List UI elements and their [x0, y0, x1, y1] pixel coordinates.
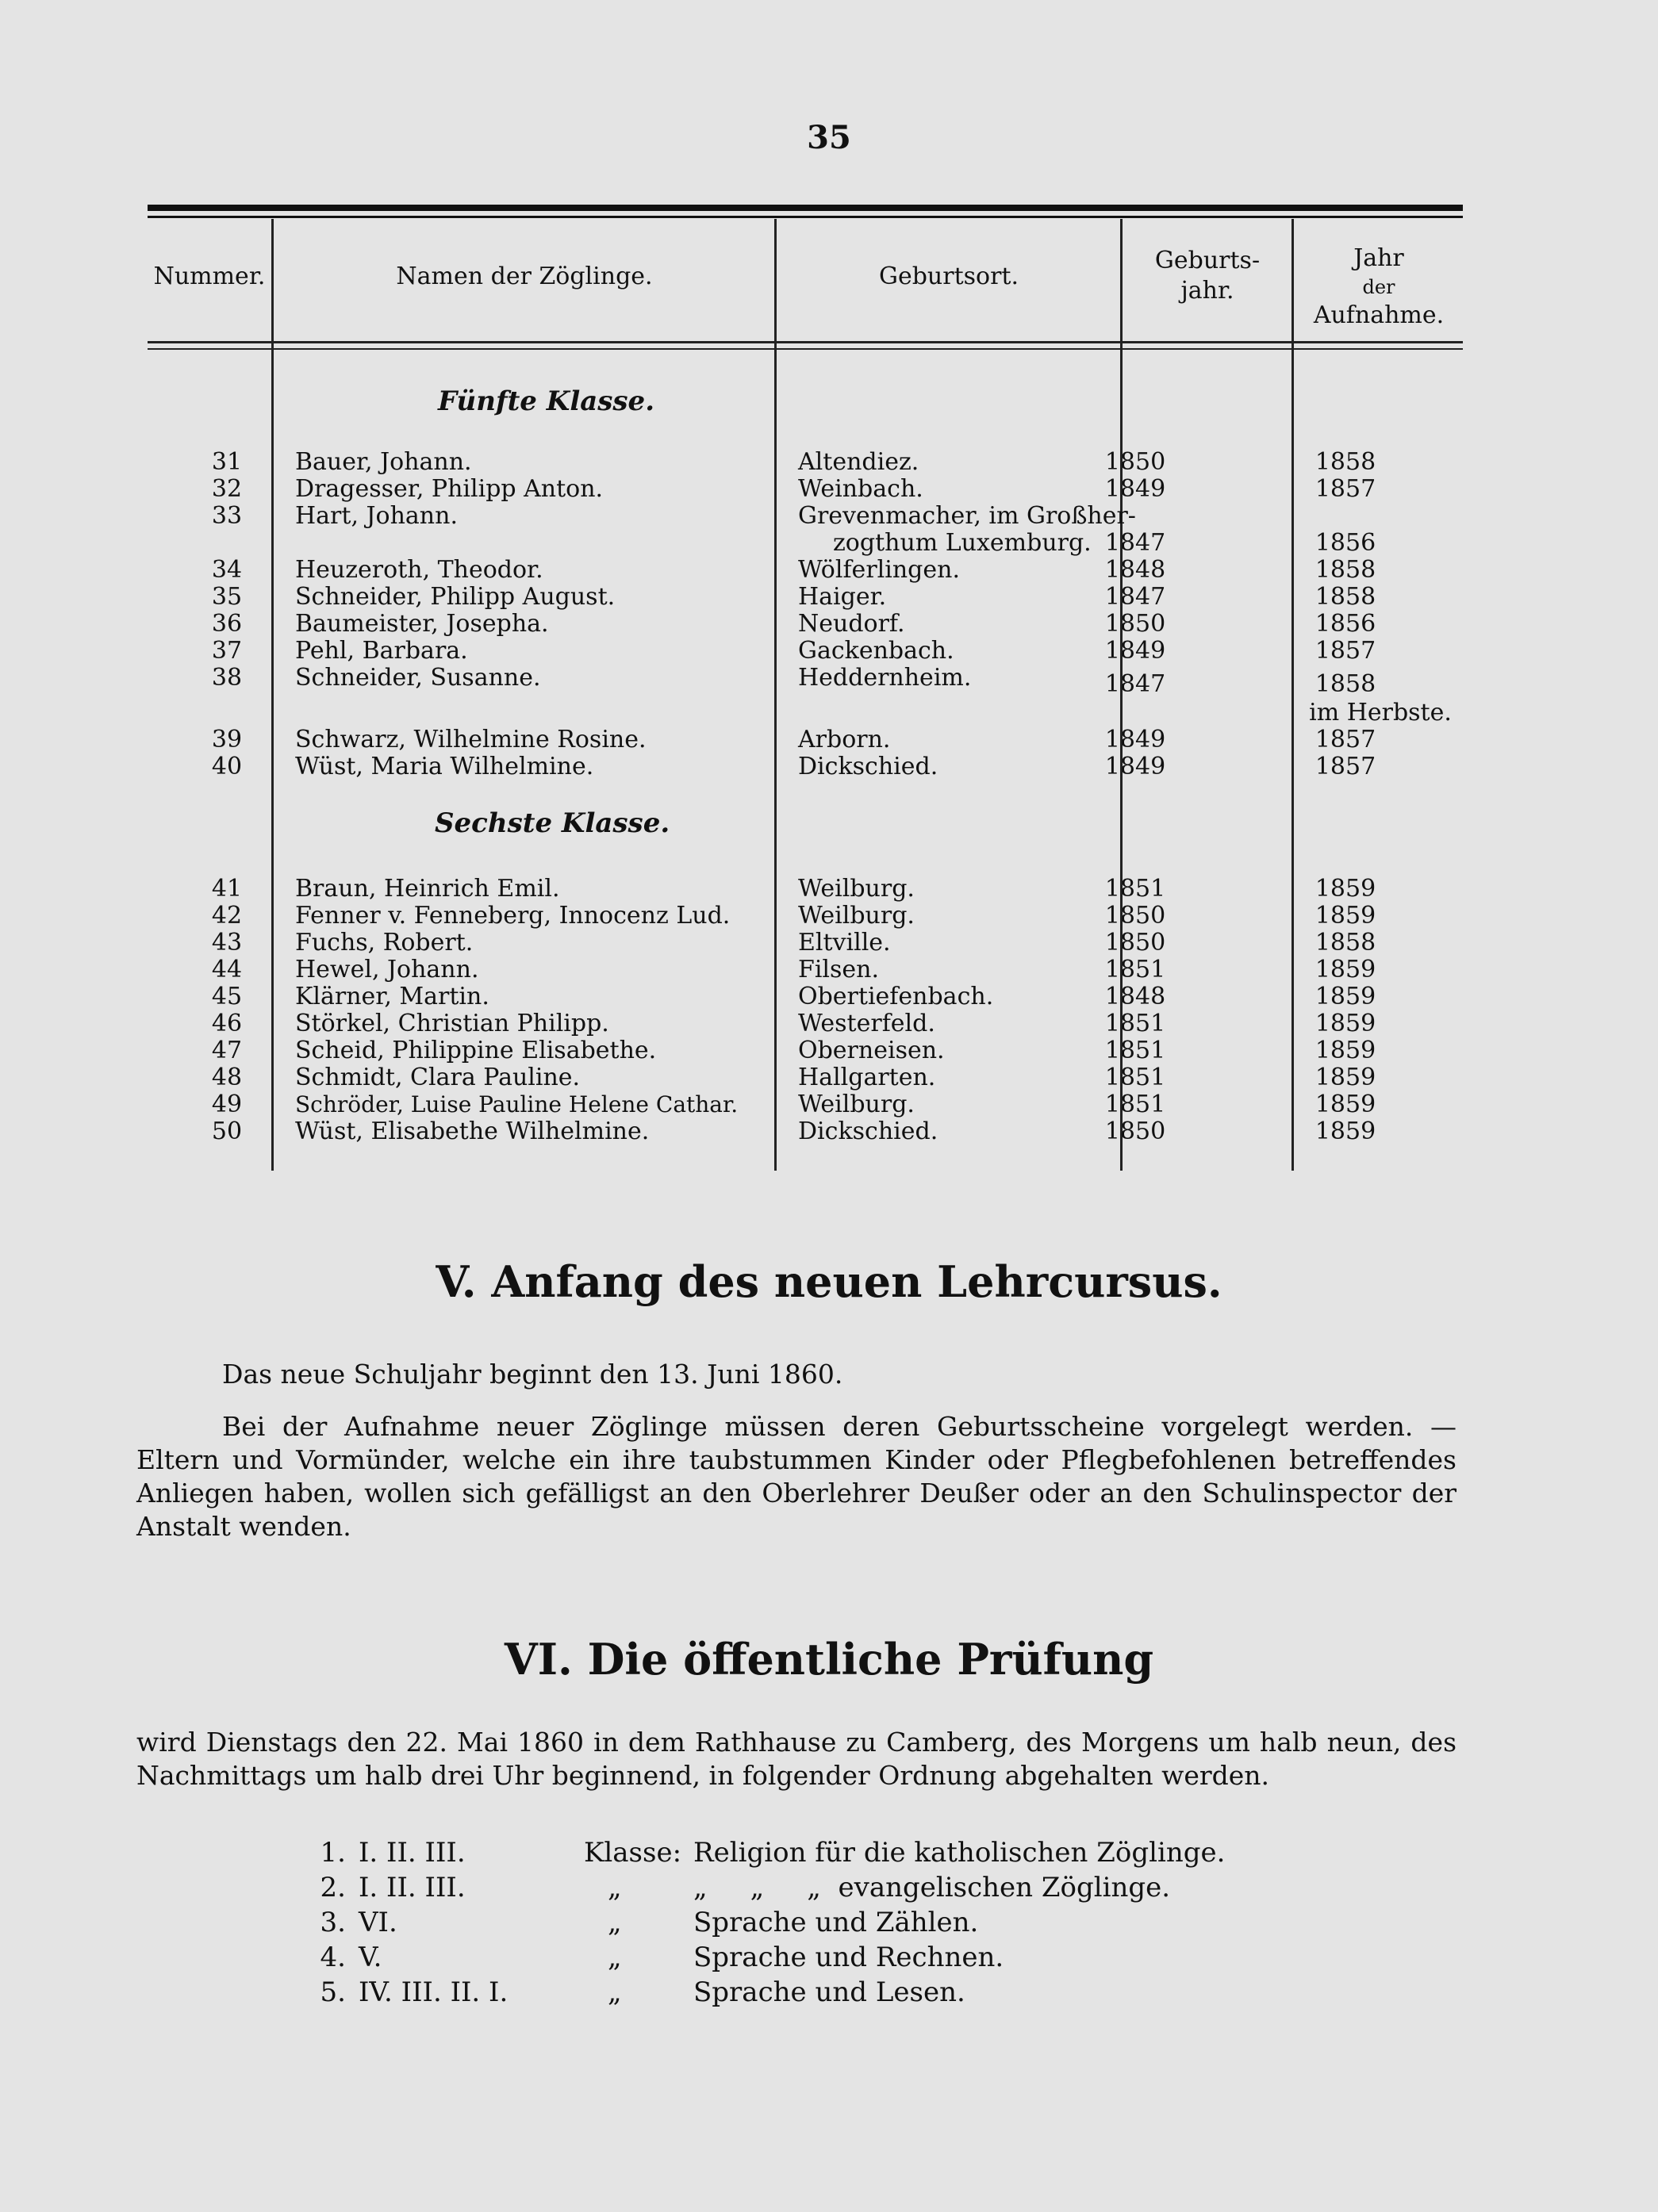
cell-ort: Filsen. [798, 956, 880, 983]
cell-jahr: 1851 [1104, 1064, 1166, 1091]
cell-nr: 40 [211, 753, 243, 780]
exam-order-list [306, 1835, 1338, 2018]
cell-nr: 38 [211, 664, 243, 692]
cell-name: Schmidt, Clara Pauline. [295, 1064, 581, 1091]
table-row [148, 876, 1463, 903]
cell-nr: 44 [211, 956, 243, 983]
cell-name: Pehl, Barbara. [295, 637, 468, 665]
order-classes: I. II. III. [359, 1837, 466, 1869]
cell-ort: Arborn. [798, 726, 891, 753]
cell-jahr: 1848 [1104, 983, 1166, 1010]
cell-nr: 31 [211, 448, 243, 476]
order-ditto-mark: „ [608, 1942, 622, 1973]
cell-jahr: 1851 [1104, 875, 1166, 903]
cell-ort: Haiger. [798, 583, 887, 611]
cell-nr: 37 [211, 637, 243, 665]
cell-ort: Eltville. [798, 929, 891, 956]
cell-ort: Altendiez. [798, 448, 919, 476]
cell-ort: Weilburg. [798, 902, 915, 930]
cell-ort: Heddernheim. [798, 664, 972, 692]
list-item [306, 1870, 1338, 1905]
cell-name: Klärner, Martin. [295, 983, 489, 1010]
cell-ort: Oberneisen. [798, 1037, 945, 1064]
header-aufnahme-line2: der [1362, 276, 1395, 298]
order-number: 5. [320, 1976, 346, 2008]
cell-name: Schneider, Philipp August. [295, 583, 616, 611]
header-aufnahme-line3: Aufnahme. [1313, 301, 1445, 329]
cell-jahr: 1847 [1104, 583, 1166, 611]
cell-aufnahme: 1858 [1315, 929, 1376, 956]
page-number: 35 [807, 119, 851, 156]
cell-aufnahme: 1858 [1315, 448, 1376, 476]
heading-section-v: V. Anfang des neuen Lehrcursus. [436, 1256, 1222, 1307]
list-item [306, 1940, 1338, 1975]
cell-aufnahme: 1858 [1315, 670, 1376, 698]
table-row [148, 1091, 1463, 1118]
table-row [148, 726, 1463, 753]
heading-section-vi: VI. Die öffentliche Prüfung [504, 1634, 1154, 1685]
cell-jahr: 1851 [1104, 956, 1166, 983]
section-title-sechste-klasse: Sechste Klasse. [435, 807, 670, 839]
cell-name: Schneider, Susanne. [295, 664, 541, 692]
cell-aufnahme: 1856 [1315, 610, 1376, 638]
header-rule-thin [148, 348, 1463, 350]
cell-jahr: 1850 [1104, 1118, 1166, 1145]
cell-ort: Gackenbach. [798, 637, 954, 665]
cell-aufnahme: 1857 [1315, 726, 1376, 753]
cell-aufnahme: 1859 [1315, 1064, 1376, 1091]
table-row [148, 930, 1463, 956]
cell-ort: Weinbach. [798, 475, 923, 503]
cell-name: Hewel, Johann. [295, 956, 479, 983]
cell-ort: Weilburg. [798, 1091, 915, 1118]
cell-ort-continuation: zogthum Luxemburg. [833, 529, 1092, 557]
table-row [148, 449, 1463, 476]
order-subject: Religion für die katholischen Zöglinge. [693, 1837, 1226, 1869]
header-aufnahme-line1: Jahr [1353, 244, 1404, 272]
table-row [148, 638, 1463, 665]
cell-jahr: 1851 [1104, 1091, 1166, 1118]
cell-aufnahme: 1859 [1315, 1037, 1376, 1064]
cell-name: Dragesser, Philipp Anton. [295, 475, 604, 503]
cell-nr: 34 [211, 556, 243, 584]
table-row [148, 557, 1463, 584]
cell-name: Fenner v. Fenneberg, Innocenz Lud. [295, 902, 731, 930]
cell-ort: Weilburg. [798, 875, 915, 903]
cell-ort: Grevenmacher, im Großher- [798, 502, 1136, 530]
cell-name: Wüst, Maria Wilhelmine. [295, 753, 594, 780]
cell-jahr: 1850 [1104, 902, 1166, 930]
cell-aufnahme: 1857 [1315, 753, 1376, 780]
cell-nr: 49 [211, 1091, 243, 1118]
cell-jahr: 1849 [1104, 475, 1166, 503]
order-classes: IV. III. II. I. [359, 1976, 509, 2008]
order-klasse-label: Klasse: [584, 1837, 682, 1869]
order-number: 1. [320, 1837, 346, 1869]
header-geburtsjahr [1123, 246, 1291, 306]
cell-aufnahme: 1856 [1315, 529, 1376, 557]
cell-jahr: 1849 [1104, 637, 1166, 665]
list-item [306, 1905, 1338, 1940]
cell-jahr: 1847 [1104, 670, 1166, 698]
cell-aufnahme: 1859 [1315, 1091, 1376, 1118]
table-row [148, 1037, 1463, 1064]
order-ditto-mark: „ [608, 1872, 622, 1903]
order-subject: Sprache und Rechnen. [693, 1942, 1004, 1973]
table-row [148, 983, 1463, 1010]
cell-nr: 43 [211, 929, 243, 956]
order-classes: V. [359, 1942, 382, 1973]
cell-ort: Dickschied. [798, 753, 938, 780]
cell-aufnahme: 1858 [1315, 583, 1376, 611]
cell-nr: 33 [211, 502, 243, 530]
cell-ort: Westerfeld. [798, 1010, 935, 1037]
cell-nr: 45 [211, 983, 243, 1010]
order-number: 4. [320, 1942, 346, 1973]
cell-aufnahme: 1857 [1315, 637, 1376, 665]
order-ditto-mark: „ [608, 1907, 622, 1938]
cell-name: Fuchs, Robert. [295, 929, 474, 956]
cell-aufnahme: 1859 [1315, 1010, 1376, 1037]
table-top-rule [148, 205, 1463, 211]
table-row [148, 1064, 1463, 1091]
cell-jahr: 1850 [1104, 448, 1166, 476]
cell-aufnahme: 1857 [1315, 475, 1376, 503]
cell-name: Schröder, Luise Pauline Helene Cathar. [295, 1091, 739, 1118]
header-geburtsjahr-line1: Geburts- [1154, 247, 1261, 274]
cell-name: Baumeister, Josepha. [295, 610, 549, 638]
cell-name: Störkel, Christian Philipp. [295, 1010, 609, 1037]
table-row [148, 903, 1463, 930]
list-item [306, 1975, 1338, 2010]
cell-aufnahme: 1859 [1315, 1118, 1376, 1145]
cell-jahr: 1851 [1104, 1010, 1166, 1037]
header-nummer: Nummer. [153, 263, 266, 290]
section-title-fuenfte-klasse: Fünfte Klasse. [438, 385, 655, 417]
table-row-continuation [148, 530, 1463, 557]
cell-aufnahme: 1859 [1315, 956, 1376, 983]
order-classes: VI. [359, 1907, 397, 1938]
table-row [148, 1118, 1463, 1145]
paragraph-aufnahme: Bei der Aufnahme neuer Zöglinge müssen deren Geburtsscheine vorgelegt werden. — Eltern und Vormünder, welche ein ihre taubstummen Kinder oder Pflegbefohlenen betreffendes Anliegen haben, wollen sich gefälligst an den Oberlehrer Deußer oder an den Schulinspector der Anstalt wenden. [136, 1411, 1457, 1542]
cell-aufnahme-note: im Herbste. [1309, 699, 1452, 726]
cell-ort: Wölferlingen. [798, 556, 960, 584]
cell-jahr: 1847 [1104, 529, 1166, 557]
order-subject: Sprache und Zählen. [693, 1907, 979, 1938]
cell-nr: 36 [211, 610, 243, 638]
cell-ort: Dickschied. [798, 1118, 938, 1145]
table-row [148, 584, 1463, 611]
cell-jahr: 1850 [1104, 610, 1166, 638]
list-item [306, 1835, 1338, 1870]
header-geburtsort: Geburtsort. [878, 263, 1019, 290]
cell-ort: Obertiefenbach. [798, 983, 994, 1010]
cell-ort: Hallgarten. [798, 1064, 936, 1091]
cell-name: Schwarz, Wilhelmine Rosine. [295, 726, 647, 753]
cell-nr: 41 [211, 875, 243, 903]
table-row [148, 503, 1463, 530]
pupils-table [148, 205, 1463, 1172]
cell-nr: 48 [211, 1064, 243, 1091]
table-row [148, 753, 1463, 780]
cell-nr: 50 [211, 1118, 243, 1145]
order-ditto-mark: „ [608, 1976, 622, 2008]
order-number: 2. [320, 1872, 346, 1903]
table-top-rule-thin [148, 216, 1463, 218]
table-row [148, 956, 1463, 983]
cell-aufnahme: 1859 [1315, 875, 1376, 903]
cell-name: Scheid, Philippine Elisabethe. [295, 1037, 657, 1064]
header-aufnahme [1295, 244, 1463, 330]
cell-jahr: 1848 [1104, 556, 1166, 584]
table-row [148, 1010, 1463, 1037]
header-rule [148, 341, 1463, 343]
cell-name: Braun, Heinrich Emil. [295, 875, 560, 903]
cell-nr: 39 [211, 726, 243, 753]
table-row [148, 476, 1463, 503]
cell-nr: 35 [211, 583, 243, 611]
order-subject: Sprache und Lesen. [693, 1976, 965, 2008]
cell-nr: 32 [211, 475, 243, 503]
cell-ort: Neudorf. [798, 610, 905, 638]
cell-nr: 47 [211, 1037, 243, 1064]
header-namen: Namen der Zöglinge. [396, 263, 653, 290]
cell-nr: 42 [211, 902, 243, 930]
table-row [148, 664, 1463, 698]
cell-jahr: 1850 [1104, 929, 1166, 956]
cell-aufnahme: 1859 [1315, 902, 1376, 930]
cell-name: Wüst, Elisabethe Wilhelmine. [295, 1118, 650, 1145]
cell-jahr: 1851 [1104, 1037, 1166, 1064]
cell-name: Bauer, Johann. [295, 448, 472, 476]
cell-jahr: 1849 [1104, 726, 1166, 753]
order-classes: I. II. III. [359, 1872, 466, 1903]
paragraph-schuljahr: Das neue Schuljahr beginnt den 13. Juni 1860. [222, 1359, 843, 1390]
cell-name: Heuzeroth, Theodor. [295, 556, 543, 584]
cell-aufnahme: 1858 [1315, 556, 1376, 584]
cell-aufnahme: 1859 [1315, 983, 1376, 1010]
cell-name: Hart, Johann. [295, 502, 458, 530]
table-row [148, 611, 1463, 638]
paragraph-pruefung: wird Dienstags den 22. Mai 1860 in dem Rathhause zu Camberg, des Morgens um halb neun, des Nachmittags um halb drei Uhr beginnend, in folgender Ordnung abgehalten werden. [136, 1727, 1457, 1791]
order-subject: „ „ „ evangelischen Zöglinge. [693, 1872, 1171, 1903]
cell-nr: 46 [211, 1010, 243, 1037]
cell-jahr: 1849 [1104, 753, 1166, 780]
header-geburtsjahr-line2: jahr. [1180, 277, 1234, 305]
order-number: 3. [320, 1907, 346, 1938]
